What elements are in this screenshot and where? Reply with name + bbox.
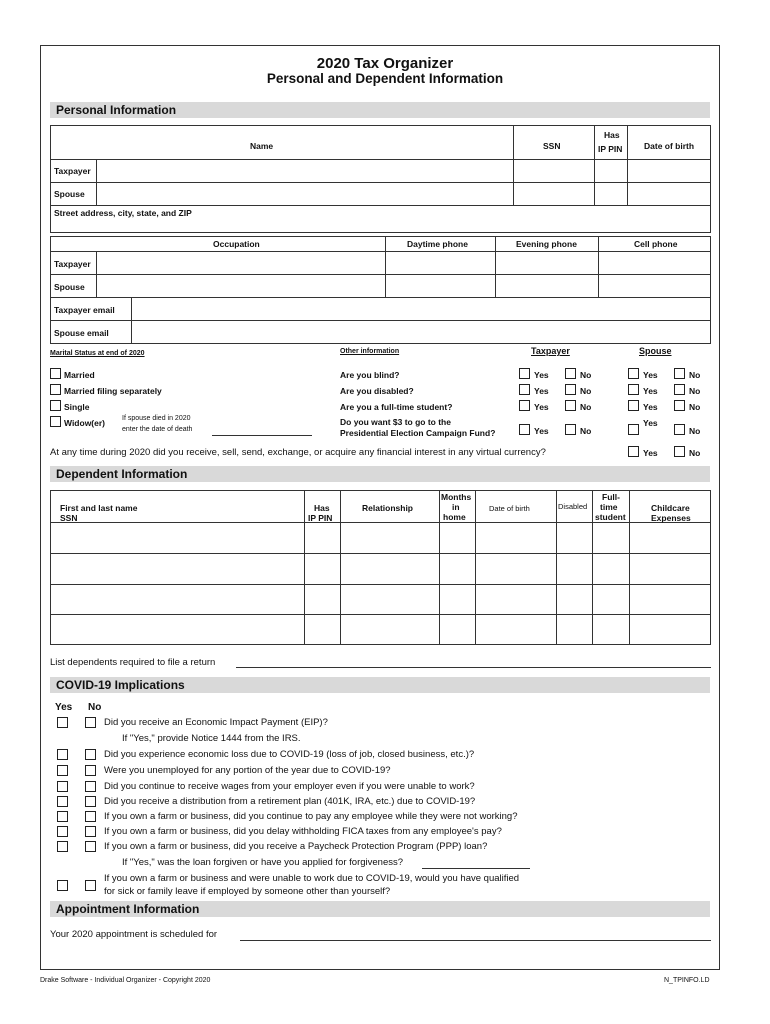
dep-col-student-2: time [600,502,618,512]
col-name: Name [250,141,274,151]
dependent-section-header: Dependent Information [50,466,710,482]
tp-student-no-label: No [580,402,592,412]
dep-col-disabled: Disabled [558,502,588,511]
sp-student-no[interactable] [674,400,685,411]
covid-q8-note: If "Yes," was the loan forgiven or have you applied for forgiveness? [122,857,404,868]
covid-q7: If you own a farm or business, did you delay withholding FICA taxes from any employee's pay? [104,826,502,837]
occ-row-spouse: Spouse [54,282,85,292]
vc-no[interactable] [674,446,685,457]
campaign-question-1: Do you want $3 to go to the [340,417,451,427]
covid-q4: Did you continue to receive wages from your employer even if you were unable to work? [104,781,475,792]
vc-yes-label: Yes [643,448,658,458]
mfs-checkbox[interactable] [50,384,61,395]
dep-col-student-1: Full- [602,492,620,502]
sp-student-yes-label: Yes [643,402,658,412]
tp-blind-no-label: No [580,370,592,380]
tp-disabled-yes[interactable] [519,384,530,395]
col-ssn: SSN [543,141,561,151]
sp-campaign-no-label: No [689,426,701,436]
covid-q5-yes[interactable] [57,796,68,807]
sp-blind-yes-label: Yes [643,370,658,380]
dep-col-name: First and last name [60,503,138,513]
footer-left: Drake Software - Individual Organizer - Copyright 2020 [40,977,211,984]
covid-q5-no[interactable] [85,796,96,807]
spouse-heading: Spouse [639,346,672,356]
col-ippin-2: IP PIN [598,144,623,154]
dep-col-relationship: Relationship [362,503,414,513]
campaign-question-2: Presidential Election Campaign Fund? [340,428,496,438]
taxpayer-email-label: Taxpayer email [54,305,115,315]
personal-section-header: Personal Information [50,102,710,118]
sp-student-no-label: No [689,402,701,412]
row-spouse: Spouse [54,189,85,199]
sp-disabled-no[interactable] [674,384,685,395]
dep-col-childcare-2: Expenses [651,513,691,523]
covid-q9-line1: If you own a farm or business and were unable to work due to COVID-19, would you have qualified [104,873,520,884]
sp-campaign-yes[interactable] [628,424,639,435]
occ-row-taxpayer: Taxpayer [54,259,91,269]
dep-col-dob: Date of birth [489,504,530,513]
sp-blind-no[interactable] [674,368,685,379]
covid-q1-yes[interactable] [57,717,68,728]
covid-q8-yes[interactable] [57,841,68,852]
appointment-label: Your 2020 appointment is scheduled for [50,929,218,940]
covid-q1-note: If "Yes," provide Notice 1444 from the IRS. [122,733,301,744]
single-checkbox[interactable] [50,400,61,411]
dep-col-childcare-1: Childcare [651,503,690,513]
covid-q9-line2: for sick or family leave if employed by someone other than yourself? [104,886,391,897]
covid-yes-heading: Yes [55,702,73,713]
covid-q7-yes[interactable] [57,826,68,837]
single-label: Single [64,402,90,412]
sp-disabled-yes[interactable] [628,384,639,395]
covid-no-heading: No [88,702,102,713]
spouse-email-label: Spouse email [54,328,109,338]
covid-q9-yes[interactable] [57,880,68,891]
virtual-currency-question: At any time during 2020 did you receive, sell, send, exchange, or acquire any financial interest in any virtual currency? [50,447,546,458]
sp-disabled-yes-label: Yes [643,386,658,396]
other-info-heading: Other information [340,348,400,355]
col-ippin-1: Has [604,130,620,140]
tp-campaign-yes-label: Yes [534,426,549,436]
disabled-question: Are you disabled? [340,386,414,396]
tp-campaign-no[interactable] [565,424,576,435]
personal-occupation-table [50,236,711,344]
death-note-2: enter the date of death [122,426,193,433]
form-subtitle: Personal and Dependent Information [266,71,504,86]
tp-blind-yes-label: Yes [534,370,549,380]
tp-campaign-no-label: No [580,426,592,436]
covid-q5: Did you receive a distribution from a retirement plan (401K, IRA, etc.) due to COVID-19? [104,796,476,807]
dep-col-student-3: student [595,512,626,522]
covid-q3-no[interactable] [85,765,96,776]
tp-campaign-yes[interactable] [519,424,530,435]
covid-q9-no[interactable] [85,880,96,891]
col-daytime-phone: Daytime phone [407,239,468,249]
covid-q7-no[interactable] [85,826,96,837]
dep-col-months-1: Months [441,492,472,502]
covid-q4-no[interactable] [85,781,96,792]
taxpayer-heading: Taxpayer [531,346,570,356]
covid-q3: Were you unemployed for any portion of the year due to COVID-19? [104,765,391,776]
covid-q2-yes[interactable] [57,749,68,760]
dep-col-ippin-2: IP PIN [308,513,333,523]
covid-section-header: COVID-19 Implications [50,677,710,693]
appointment-field[interactable] [240,940,711,941]
row-taxpayer: Taxpayer [54,166,91,176]
blind-question: Are you blind? [340,370,400,380]
forgiveness-field[interactable] [422,868,530,869]
sp-student-yes[interactable] [628,400,639,411]
tp-disabled-no-label: No [580,386,592,396]
list-dependents-label: List dependents required to file a return [50,657,216,668]
covid-q2-no[interactable] [85,749,96,760]
dep-col-ssn: SSN [60,513,78,523]
tp-disabled-no[interactable] [565,384,576,395]
covid-q6-yes[interactable] [57,811,68,822]
col-dob: Date of birth [644,141,695,151]
student-question: Are you a full-time student? [340,402,453,412]
covid-q6-no[interactable] [85,811,96,822]
appointment-section-header: Appointment Information [50,901,710,917]
list-dependents-field[interactable] [236,667,711,668]
covid-q1-no[interactable] [85,717,96,728]
tp-disabled-yes-label: Yes [534,386,549,396]
form-title: 2020 Tax Organizer [316,55,454,72]
street-address-label: Street address, city, state, and ZIP [54,208,192,218]
covid-q2: Did you experience economic loss due to COVID-19 (loss of job, closed business, etc.)? [104,749,475,760]
dep-col-months-3: home [443,512,466,522]
vc-no-label: No [689,448,701,458]
sp-campaign-yes-label: Yes [643,418,658,428]
vc-yes[interactable] [628,446,639,457]
covid-q1: Did you receive an Economic Impact Payment (EIP)? [104,717,328,728]
marital-heading: Marital Status at end of 2020 [50,350,145,357]
dep-col-months-2: in [452,502,460,512]
sp-disabled-no-label: No [689,386,701,396]
tp-student-yes-label: Yes [534,402,549,412]
mfs-label: Married filing separately [64,386,162,396]
widow-checkbox[interactable] [50,416,61,427]
married-checkbox[interactable] [50,368,61,379]
col-cell-phone: Cell phone [634,239,678,249]
sp-blind-yes[interactable] [628,368,639,379]
covid-q6: If you own a farm or business, did you continue to pay any employee while they were not working? [104,811,518,822]
tp-student-yes[interactable] [519,400,530,411]
tp-blind-yes[interactable] [519,368,530,379]
covid-q4-yes[interactable] [57,781,68,792]
sp-campaign-no[interactable] [674,424,685,435]
married-label: Married [64,370,95,380]
tp-student-no[interactable] [565,400,576,411]
widow-label: Widow(er) [64,418,106,428]
sp-blind-no-label: No [689,370,701,380]
death-note-1: If spouse died in 2020 [122,415,191,422]
dep-col-ippin-1: Has [314,503,330,513]
covid-q8-no[interactable] [85,841,96,852]
col-evening-phone: Evening phone [516,239,577,249]
col-occupation: Occupation [213,239,260,249]
covid-q8: If you own a farm or business, did you receive a Paycheck Protection Program (PPP) loan? [104,841,488,852]
covid-q3-yes[interactable] [57,765,68,776]
date-of-death-field[interactable] [212,435,312,436]
footer-right: N_TPINFO.LD [664,977,710,984]
tp-blind-no[interactable] [565,368,576,379]
